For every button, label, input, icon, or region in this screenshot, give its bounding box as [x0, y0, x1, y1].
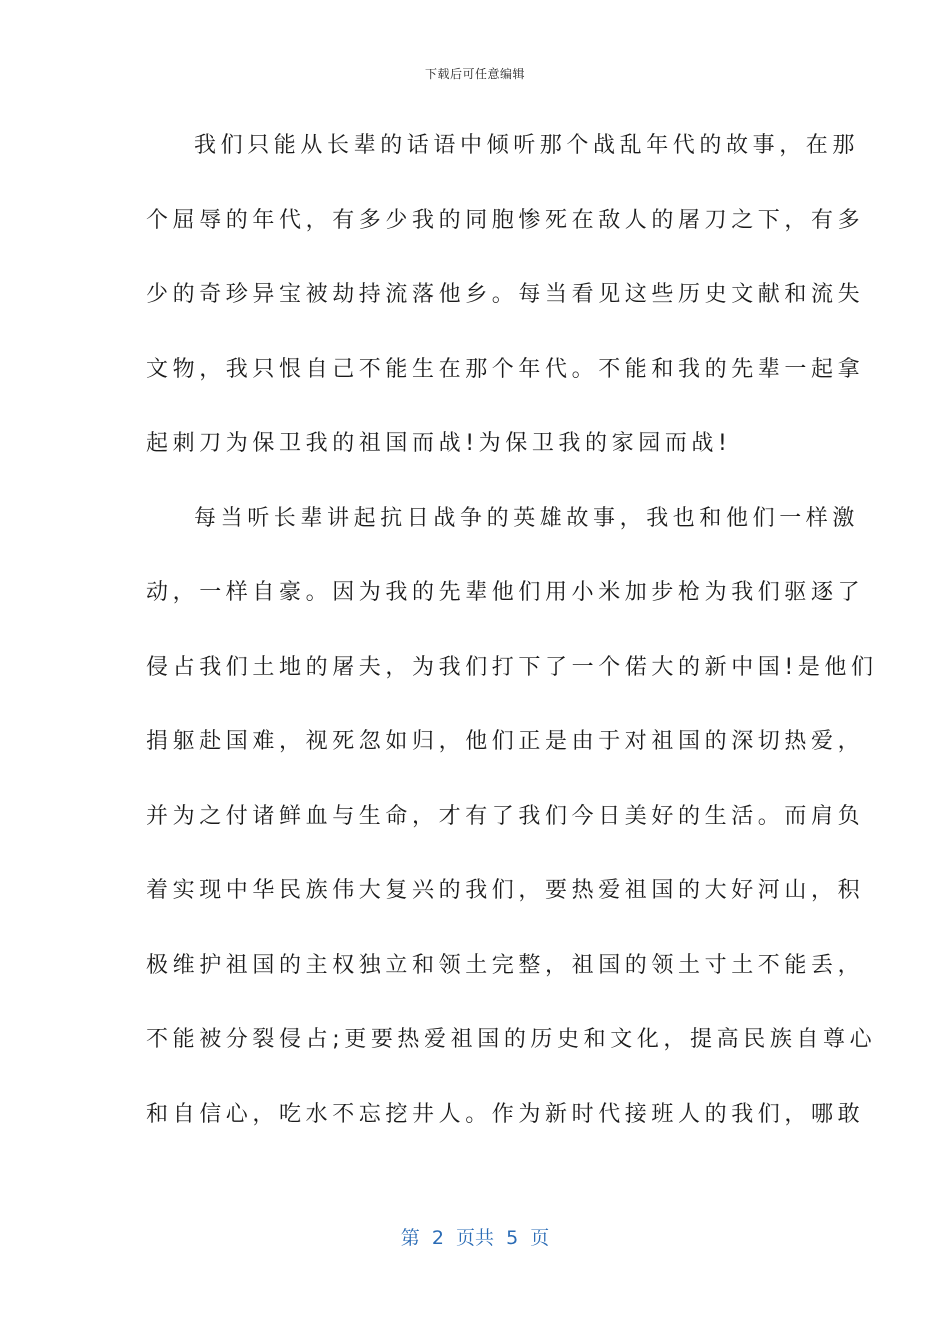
paragraph-line: 个屈辱的年代，有多少我的同胞惨死在敌人的屠刀之下，有多 — [146, 207, 865, 233]
paragraph-line: 不能被分裂侵占;更要热爱祖国的历史和文化，提高民族自尊心 — [146, 1027, 877, 1052]
paragraph-line: 少的奇珍异宝被劫持流落他乡。每当看见这些历史文献和流失 — [146, 282, 865, 307]
paragraph-line: 侵占我们土地的屠夫，为我们打下了一个偌大的新中国!是他们 — [146, 654, 878, 680]
paragraph-line: 起刺刀为保卫我的祖国而战!为保卫我的家园而战! — [146, 431, 732, 456]
paragraph-line: 和自信心，吃水不忘挖井人。作为新时代接班人的我们，哪敢 — [146, 1101, 865, 1127]
paragraph-line: 每当听长辈讲起抗日战争的英雄故事，我也和他们一样激 — [194, 505, 860, 531]
document-body — [146, 124, 878, 1167]
paragraph-line: 着实现中华民族伟大复兴的我们，要热爱祖国的大好河山，积 — [146, 878, 865, 903]
paragraph-line: 动，一样自豪。因为我的先辈他们用小米加步枪为我们驱逐了 — [146, 580, 865, 605]
page-header: 下载后可任意编辑 — [424, 67, 525, 81]
paragraph-line: 极维护祖国的主权独立和领土完整，祖国的领土寸土不能丢， — [146, 952, 865, 978]
paragraph-line: 文物，我只恨自己不能生在那个年代。不能和我的先辈一起拿 — [146, 356, 865, 382]
paragraph-line: 捐躯赴国难，视死忽如归，他们正是由于对祖国的深切热爱， — [146, 729, 865, 754]
page-number-footer: 第 2 页共 5 页 — [400, 1227, 550, 1249]
paragraph-line: 我们只能从长辈的话语中倾听那个战乱年代的故事，在那 — [194, 133, 860, 158]
paragraph-line: 并为之付诸鲜血与生命，才有了我们今日美好的生活。而肩负 — [146, 803, 865, 829]
